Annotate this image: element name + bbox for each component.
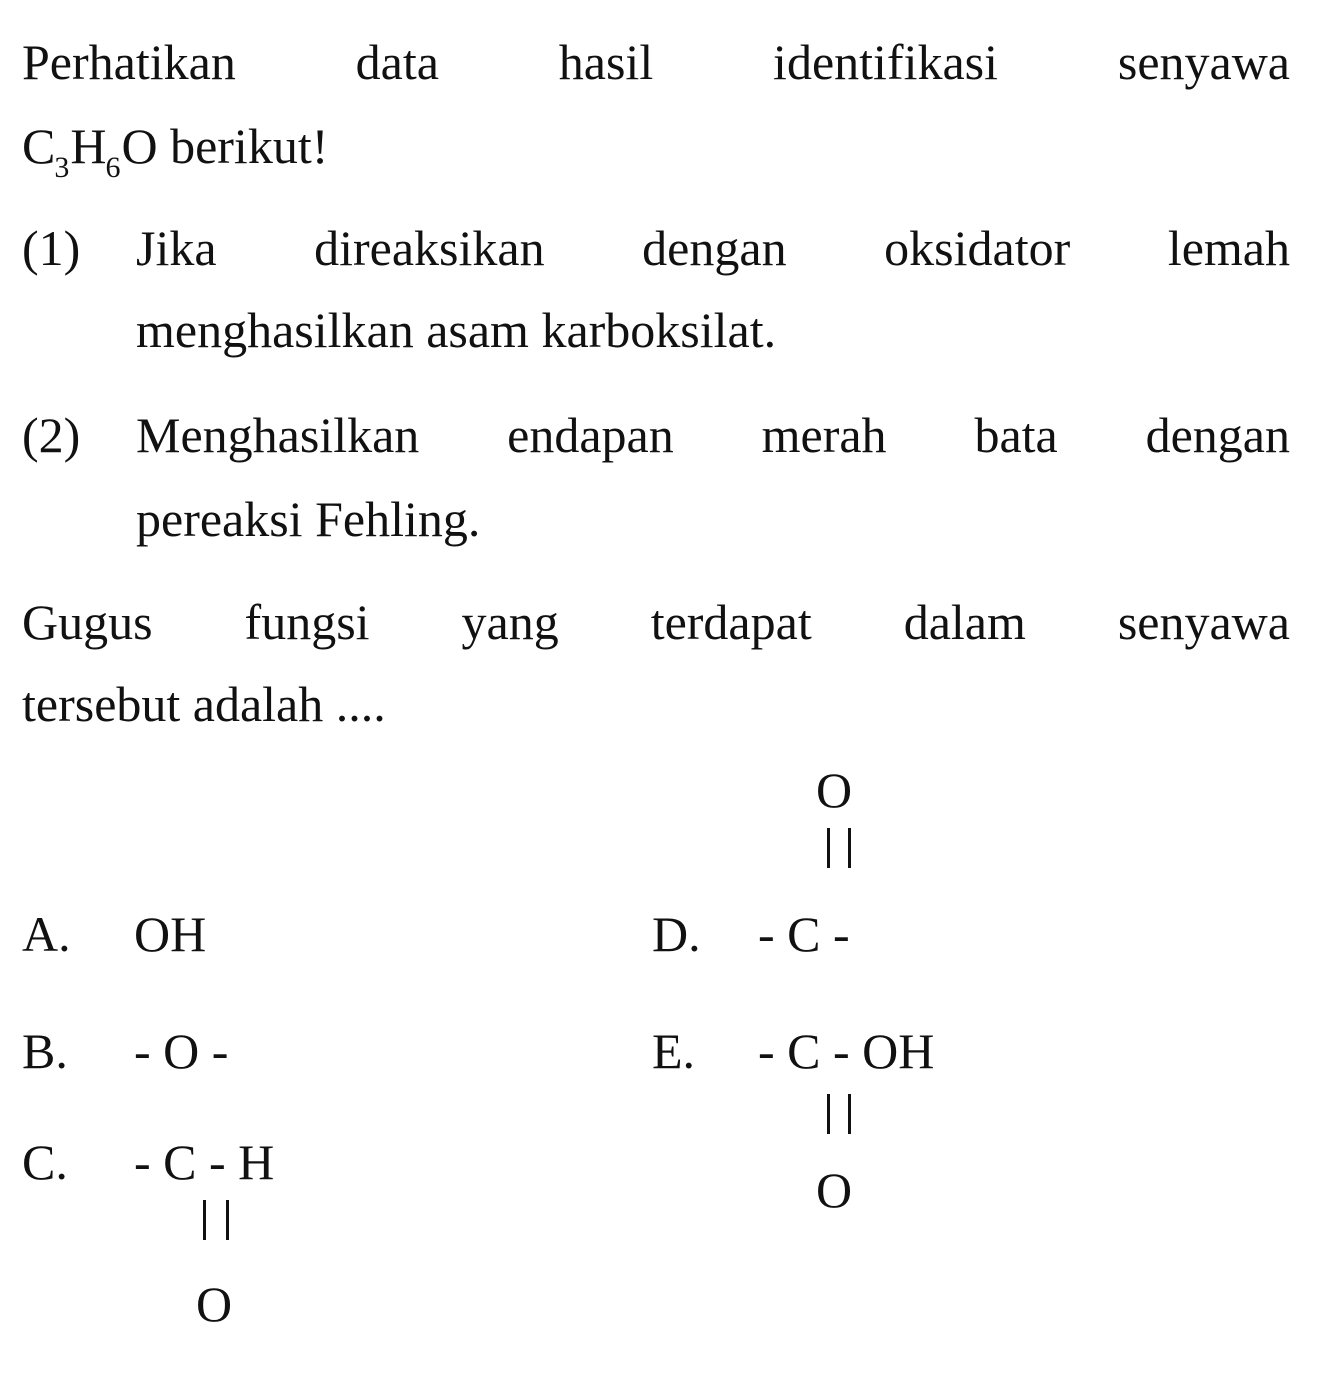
option-c-letter[interactable]: C. bbox=[22, 1134, 68, 1190]
option-c-double-bond-right bbox=[226, 1200, 229, 1240]
option-a-formula[interactable]: OH bbox=[134, 906, 207, 962]
item-2-line-1: Menghasilkan endapan merah bata dengan bbox=[136, 407, 1290, 463]
item-2-line-2: pereaksi Fehling. bbox=[136, 491, 481, 547]
option-c-carbonyl-oxygen: O bbox=[196, 1276, 233, 1332]
option-b-letter[interactable]: B. bbox=[22, 1023, 68, 1079]
question-line-1: Gugus fungsi yang terdapat dalam senyawa bbox=[22, 594, 1290, 650]
option-e-double-bond-right bbox=[848, 1094, 851, 1134]
option-d-carbonyl-oxygen: O bbox=[816, 762, 853, 818]
option-c-formula[interactable]: - C - H bbox=[134, 1134, 275, 1190]
item-1-line-2: menghasilkan asam karboksilat. bbox=[136, 302, 777, 358]
option-e-formula[interactable]: - C - OH bbox=[758, 1023, 935, 1079]
option-e-letter[interactable]: E. bbox=[652, 1023, 696, 1079]
formula-c3h6o: $C_3H_6O$ bbox=[22, 118, 158, 184]
intro-rest: berikut! bbox=[157, 118, 329, 174]
option-b-formula[interactable]: - O - bbox=[134, 1023, 229, 1079]
intro-line-1 bbox=[22, 32, 1290, 92]
option-d-letter[interactable]: D. bbox=[652, 906, 701, 962]
option-d-double-bond-left bbox=[827, 828, 830, 868]
option-d-formula[interactable]: - C - bbox=[758, 906, 850, 962]
intro-text: Perhatikan data hasil identifikasi senyawa bbox=[22, 34, 1290, 90]
option-e-double-bond-left bbox=[827, 1094, 830, 1134]
intro-line-2 bbox=[22, 116, 328, 184]
option-d-double-bond-right bbox=[848, 828, 851, 868]
option-c-double-bond-left bbox=[203, 1200, 206, 1240]
item-1-line-1: Jika direaksikan dengan oksidator lemah bbox=[136, 220, 1290, 276]
item-1-number: (1) bbox=[22, 220, 81, 276]
option-e-carbonyl-oxygen: O bbox=[816, 1162, 853, 1218]
item-2-number: (2) bbox=[22, 407, 81, 463]
question-line-2: tersebut adalah .... bbox=[22, 676, 386, 732]
option-a-letter[interactable]: A. bbox=[22, 906, 71, 962]
